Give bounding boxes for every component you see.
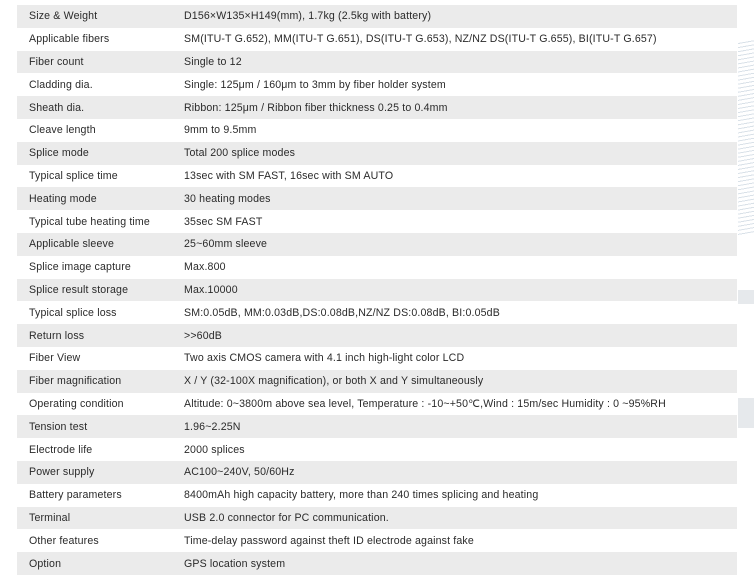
table-row [17,210,737,233]
spec-label: Fiber magnification [29,375,122,388]
table-row [17,165,737,188]
spec-value: Max.800 [184,261,226,274]
table-row [17,301,737,324]
specifications-body [17,5,737,575]
table-row [17,324,737,347]
table-row [17,5,737,28]
spec-value: Time-delay password against theft ID electrode against fake [184,534,474,547]
spec-label: Cladding dia. [29,78,93,91]
spec-value: Max.10000 [184,283,238,296]
table-row [17,96,737,119]
spec-value: 2000 splices [184,443,245,456]
table-row [17,256,737,279]
table-row [17,233,737,256]
spec-label: Operating condition [29,397,124,410]
spec-value: Ribbon: 125μm / Ribbon fiber thickness 0.25 to 0.4mm [184,101,448,114]
spec-label: Tension test [29,420,88,433]
table-row [17,529,737,552]
spec-value: Two axis CMOS camera with 4.1 inch high-light color LCD [184,352,465,365]
spec-value: 9mm to 9.5mm [184,124,257,137]
table-row [17,415,737,438]
spec-value: Altitude: 0~3800m above sea level, Temperature : -10~+50℃,Wind : 15m/sec Humidity : 0 ~95%RH [184,397,666,410]
spec-label: Terminal [29,511,71,524]
spec-value: X / Y (32-100X magnification), or both X and Y simultaneously [184,375,484,388]
table-row [17,507,737,530]
spec-label: Other features [29,534,99,547]
spec-value: SM:0.05dB, MM:0.03dB,DS:0.08dB,NZ/NZ DS:0.08dB, BI:0.05dB [184,306,500,319]
spec-label: Fiber View [29,352,81,365]
edge-decoration [738,290,754,304]
spec-label: Applicable sleeve [29,238,114,251]
table-row [17,142,737,165]
spec-value: >>60dB [184,329,223,342]
table-row [17,461,737,484]
table-row [17,279,737,302]
specifications-table [17,5,737,575]
spec-value: AC100~240V, 50/60Hz [184,466,295,479]
spec-label: Heating mode [29,192,97,205]
spec-label: Typical splice loss [29,306,117,319]
spec-label: Cleave length [29,124,96,137]
spec-value: Single: 125μm / 160μm to 3mm by fiber holder system [184,78,446,91]
spec-label: Fiber count [29,55,84,68]
spec-value: 13sec with SM FAST, 16sec with SM AUTO [184,169,394,182]
spec-label: Power supply [29,466,95,479]
spec-label: Splice image capture [29,261,131,274]
spec-label: Typical tube heating time [29,215,150,228]
spec-label: Battery parameters [29,489,122,502]
table-row [17,347,737,370]
table-row [17,28,737,51]
table-row [17,370,737,393]
spec-value: USB 2.0 connector for PC communication. [184,511,389,524]
spec-value: Total 200 splice modes [184,147,296,160]
table-row [17,438,737,461]
edge-decoration [738,40,754,235]
spec-label: Splice mode [29,147,89,160]
spec-label: Option [29,557,62,570]
spec-label: Return loss [29,329,85,342]
edge-decoration [738,398,754,428]
spec-value: SM(ITU-T G.652), MM(ITU-T G.651), DS(ITU-T G.653), NZ/NZ DS(ITU-T G.655), BI(ITU-T G.657) [184,33,657,46]
spec-value: 8400mAh high capacity battery, more than 240 times splicing and heating [184,489,539,502]
spec-value: GPS location system [184,557,286,570]
table-row [17,119,737,142]
spec-label: Size & Weight [29,10,98,23]
spec-value: Single to 12 [184,55,242,68]
spec-label: Applicable fibers [29,33,110,46]
spec-label: Splice result storage [29,283,129,296]
spec-label: Electrode life [29,443,93,456]
spec-value: 25~60mm sleeve [184,238,268,251]
spec-value: 30 heating modes [184,192,271,205]
table-row [17,484,737,507]
table-row [17,393,737,416]
table-row [17,51,737,74]
spec-value: 35sec SM FAST [184,215,263,228]
table-row [17,552,737,575]
table-row [17,187,737,210]
spec-label: Typical splice time [29,169,118,182]
spec-value: D156×W135×H149(mm), 1.7kg (2.5kg with battery) [184,10,432,23]
table-row [17,73,737,96]
spec-label: Sheath dia. [29,101,85,114]
spec-value: 1.96~2.25N [184,420,241,433]
